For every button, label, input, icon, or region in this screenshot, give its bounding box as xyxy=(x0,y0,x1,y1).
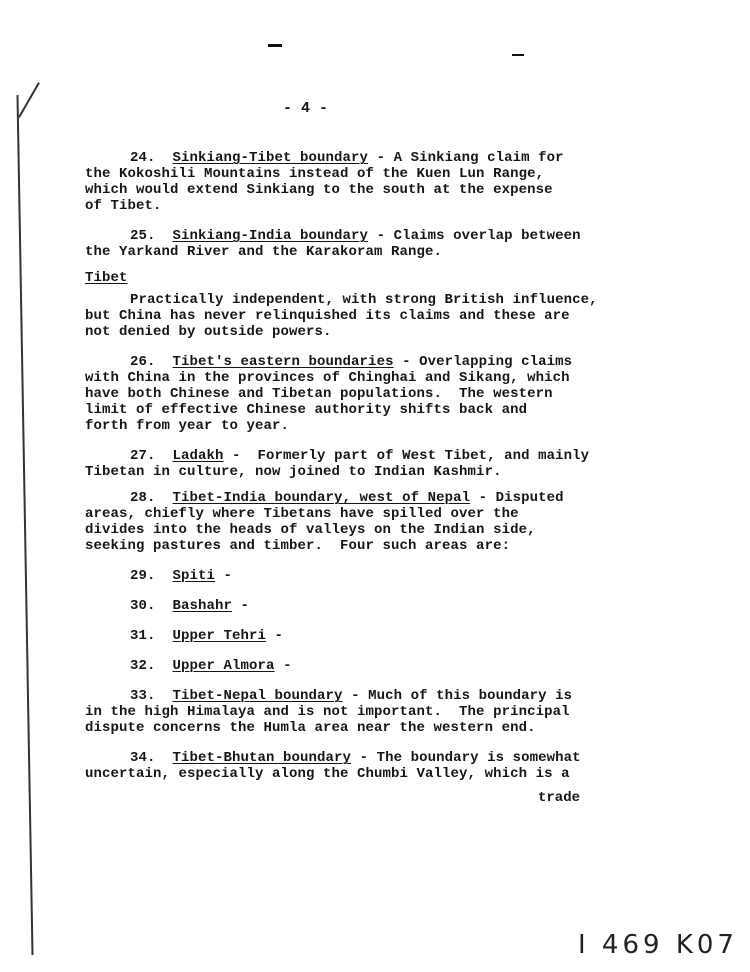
entry-number: 30. xyxy=(130,598,156,614)
entry-line: in the high Himalaya and is not important. The principal xyxy=(85,704,570,720)
scan-mark xyxy=(512,54,524,56)
entry-line: Tibetan in culture, now joined to Indian Kashmir. xyxy=(85,464,502,480)
entry-text: - xyxy=(232,598,250,614)
entry-first-line xyxy=(85,228,581,244)
entry-number: 33. xyxy=(130,688,156,704)
entry-title: Upper Tehri xyxy=(172,628,267,644)
entry-first-line xyxy=(85,598,589,614)
entry-number: 31. xyxy=(130,628,156,644)
page-edge-line xyxy=(18,82,40,118)
page-edge-line xyxy=(16,95,33,955)
entry-text: - xyxy=(274,658,292,674)
entry-title: Ladakh xyxy=(172,448,224,464)
entry-line: divides into the heads of valleys on the Indian side, xyxy=(85,522,536,538)
entry-line: have both Chinese and Tibetan populations. The western xyxy=(85,386,553,402)
intro-line: Practically independent, with strong British influence, xyxy=(130,292,598,308)
entry-line: of Tibet. xyxy=(85,198,162,214)
entry-title: Tibet-Nepal boundary xyxy=(172,688,343,704)
entry-first-line xyxy=(85,448,589,464)
entries-top xyxy=(85,150,581,260)
entry-first-line xyxy=(85,490,589,506)
entry-line: dispute concerns the Humla area near the western end. xyxy=(85,720,536,736)
entry-title: Upper Almora xyxy=(172,658,275,674)
scan-mark xyxy=(268,44,282,47)
entry-text: - Disputed xyxy=(470,490,564,506)
entry-line: the Yarkand River and the Karakoram Range. xyxy=(85,244,443,260)
entry-text: - Formerly part of West Tibet, and mainly xyxy=(223,448,590,464)
entry-number: 29. xyxy=(130,568,156,584)
entry-text: - xyxy=(266,628,284,644)
entry-number: 27. xyxy=(130,448,156,464)
intro-paragraph xyxy=(85,292,598,340)
intro-line: but China has never relinquished its claims and these are xyxy=(85,308,570,324)
entry-line: limit of effective Chinese authority shifts back and xyxy=(85,402,528,418)
entry-title: Tibet-Bhutan boundary xyxy=(172,750,352,766)
entry-first-line xyxy=(85,568,589,584)
entry-first-line xyxy=(85,750,589,766)
entry-text: - Overlapping claims xyxy=(393,354,573,370)
intro-line: not denied by outside powers. xyxy=(85,324,332,340)
entry-first-line xyxy=(85,628,589,644)
entry-line: seeking pastures and timber. Four such areas are: xyxy=(85,538,511,554)
entry-number: 26. xyxy=(130,354,156,370)
entry-first-line xyxy=(85,354,589,370)
section-heading: Tibet xyxy=(85,270,128,286)
entry-title: Sinkiang-Tibet boundary xyxy=(172,150,369,166)
entry-first-line xyxy=(85,150,581,166)
entry-text: - xyxy=(215,568,233,584)
entry-text: - The boundary is somewhat xyxy=(351,750,581,766)
entry-number: 32. xyxy=(130,658,156,674)
catchword: trade xyxy=(538,790,581,806)
entry-line: which would extend Sinkiang to the south at the expense xyxy=(85,182,553,198)
entry-text: - A Sinkiang claim for xyxy=(368,150,564,166)
entry-text: - Claims overlap between xyxy=(368,228,581,244)
entry-title: Tibet's eastern boundaries xyxy=(172,354,394,370)
entry-number: 34. xyxy=(130,750,156,766)
entry-title: Sinkiang-India boundary xyxy=(172,228,369,244)
entry-title: Bashahr xyxy=(172,598,233,614)
entry-first-line xyxy=(85,688,589,704)
entries xyxy=(85,354,589,782)
entry-line: the Kokoshili Mountains instead of the Kuen Lun Range, xyxy=(85,166,545,182)
handwritten-reference: I 469 K07 xyxy=(578,930,738,960)
entry-title: Tibet-India boundary, west of Nepal xyxy=(172,490,471,506)
entry-line: forth from year to year. xyxy=(85,418,290,434)
entry-line: areas, chiefly where Tibetans have spilled over the xyxy=(85,506,519,522)
entry-number: 24. xyxy=(130,150,156,166)
page-number: - 4 - xyxy=(283,100,329,117)
entry-number: 28. xyxy=(130,490,156,506)
entry-line: uncertain, especially along the Chumbi Valley, which is a xyxy=(85,766,570,782)
entry-number: 25. xyxy=(130,228,156,244)
entry-title: Spiti xyxy=(172,568,216,584)
entry-first-line xyxy=(85,658,589,674)
entry-text: - Much of this boundary is xyxy=(342,688,573,704)
entry-line: with China in the provinces of Chinghai and Sikang, which xyxy=(85,370,570,386)
